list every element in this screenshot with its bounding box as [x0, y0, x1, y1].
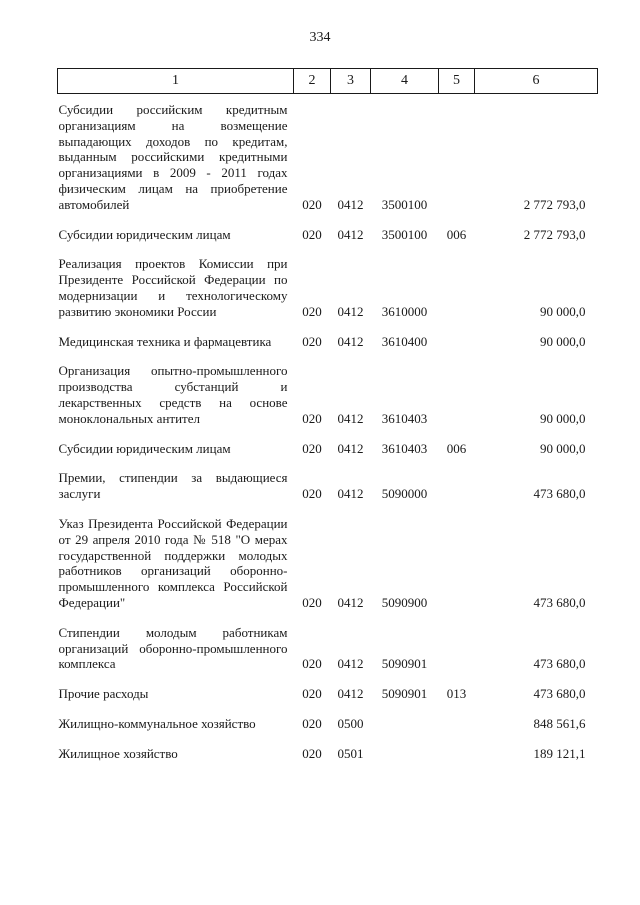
column-header: 6	[475, 69, 598, 94]
row-col5	[439, 716, 475, 732]
row-col6: 2 772 793,0	[523, 196, 586, 212]
row-name: Премии, стипендии за выдающиеся заслуги	[58, 470, 288, 502]
row-col4	[371, 746, 439, 762]
row-col3: 0412	[337, 196, 364, 212]
row-col3: 0412	[337, 686, 364, 702]
row-col2: 020	[302, 303, 322, 319]
row-name: Прочие расходы	[58, 686, 149, 702]
page-number: 334	[309, 30, 331, 45]
budget-table	[57, 68, 598, 762]
row-col3: 0412	[337, 333, 364, 349]
table-row	[58, 470, 598, 502]
row-col2: 020	[302, 656, 322, 672]
row-col6: 90 000,0	[540, 303, 586, 319]
row-col2: 020	[302, 196, 322, 212]
column-header: 4	[371, 69, 439, 94]
row-col6: 189 121,1	[533, 745, 586, 761]
row-col3: 0501	[337, 745, 364, 761]
row-spacer	[58, 320, 598, 334]
row-col6: 90 000,0	[540, 333, 586, 349]
row-col3: 0412	[337, 656, 364, 672]
row-col3: 0412	[337, 440, 364, 456]
column-header: 5	[439, 69, 475, 94]
row-col4: 3610000	[381, 303, 428, 319]
row-name: Стипендии молодым работникам организаций оборонно-промышленного комплекса	[58, 624, 288, 672]
row-col3: 0500	[337, 715, 364, 731]
spacer-cell	[58, 456, 598, 470]
row-spacer	[58, 672, 598, 686]
row-col5	[439, 746, 475, 762]
spacer-cell	[58, 732, 598, 746]
row-col5	[439, 363, 475, 426]
row-name: Реализация проектов Комиссии при Президенте Российской Федерации по модернизации и технологическому развитию экономики России	[58, 256, 288, 319]
row-spacer	[58, 456, 598, 470]
spacer-cell	[58, 672, 598, 686]
row-col4: 3500100	[381, 226, 428, 242]
row-col3: 0412	[337, 594, 364, 610]
row-col6: 848 561,6	[533, 715, 586, 731]
spacer-cell	[58, 213, 598, 227]
row-col3: 0412	[337, 226, 364, 242]
row-col6: 473 680,0	[533, 686, 586, 702]
row-col2: 020	[302, 715, 322, 731]
spacer-cell	[58, 242, 598, 256]
row-col5	[439, 625, 475, 672]
row-col5: 006	[446, 226, 467, 242]
spacer-cell	[58, 427, 598, 441]
row-col4: 5090000	[381, 486, 428, 502]
row-col6: 2 772 793,0	[523, 226, 586, 242]
row-spacer	[58, 349, 598, 363]
row-col2: 020	[302, 686, 322, 702]
table-row	[58, 746, 598, 762]
table-row	[58, 256, 598, 319]
row-col6: 90 000,0	[540, 410, 586, 426]
row-col5: 013	[446, 686, 467, 702]
row-spacer	[58, 213, 598, 227]
row-name: Указ Президента Российской Федерации от 29 апреля 2010 года № 518 "О мерах государственной поддержки молодых работников организаций оборонно-промышленного комплекса Российской Федерации"	[58, 515, 288, 610]
row-col5	[439, 102, 475, 213]
row-col5	[439, 334, 475, 350]
row-col3: 0412	[337, 410, 364, 426]
spacer-cell	[58, 94, 598, 103]
row-name: Субсидии юридическим лицам	[58, 226, 231, 242]
row-col4: 5090901	[381, 656, 428, 672]
row-spacer	[58, 702, 598, 716]
row-col2: 020	[302, 745, 322, 761]
row-spacer	[58, 427, 598, 441]
spacer-cell	[58, 611, 598, 625]
row-col6: 90 000,0	[540, 440, 586, 456]
row-name: Субсидии российским кредитным организациям на возмещение выпадающих доходов по кредитам, выданным российскими кредитными организациями в 2009 - 2011 годах физическим лицам на приобретение автомобилей	[58, 102, 288, 212]
row-col3: 0412	[337, 486, 364, 502]
column-header: 2	[294, 69, 331, 94]
row-col4: 5090900	[381, 594, 428, 610]
column-header: 1	[58, 69, 294, 94]
row-col2: 020	[302, 410, 322, 426]
spacer-cell	[58, 320, 598, 334]
row-col5: 006	[446, 440, 467, 456]
table-row	[58, 686, 598, 702]
row-col2: 020	[302, 226, 322, 242]
row-spacer	[58, 502, 598, 516]
row-col4: 5090901	[381, 686, 428, 702]
row-col4	[371, 716, 439, 732]
row-col6: 473 680,0	[533, 656, 586, 672]
row-col2: 020	[302, 594, 322, 610]
table-row	[58, 516, 598, 611]
table-row	[58, 625, 598, 672]
table-row	[58, 102, 598, 213]
table-body	[58, 94, 598, 762]
row-spacer	[58, 94, 598, 103]
row-name: Организация опытно-промышленного производства субстанций и лекарственных средств на основе моноклональных антител	[58, 363, 288, 426]
spacer-cell	[58, 502, 598, 516]
row-col4: 3610403	[381, 410, 428, 426]
row-spacer	[58, 242, 598, 256]
table-row	[58, 441, 598, 457]
row-name: Субсидии юридическим лицам	[58, 440, 231, 456]
row-col5	[439, 470, 475, 502]
header-row	[58, 69, 598, 94]
row-col6: 473 680,0	[533, 594, 586, 610]
row-col4: 3610403	[381, 440, 428, 456]
row-col5	[439, 516, 475, 611]
row-col2: 020	[302, 486, 322, 502]
row-spacer	[58, 732, 598, 746]
row-col6: 473 680,0	[533, 486, 586, 502]
row-col3: 0412	[337, 303, 364, 319]
spacer-cell	[58, 702, 598, 716]
row-name: Жилищное хозяйство	[58, 745, 178, 761]
table-row	[58, 227, 598, 243]
column-header: 3	[331, 69, 371, 94]
row-col4: 3500100	[381, 196, 428, 212]
row-col2: 020	[302, 440, 322, 456]
row-col4: 3610400	[381, 333, 428, 349]
table-row	[58, 716, 598, 732]
spacer-cell	[58, 349, 598, 363]
row-col2: 020	[302, 333, 322, 349]
table-row	[58, 363, 598, 426]
row-col5	[439, 256, 475, 319]
row-name: Жилищно-коммунальное хозяйство	[58, 715, 256, 731]
row-spacer	[58, 611, 598, 625]
table-row	[58, 334, 598, 350]
row-name: Медицинская техника и фармацевтика	[58, 333, 272, 349]
